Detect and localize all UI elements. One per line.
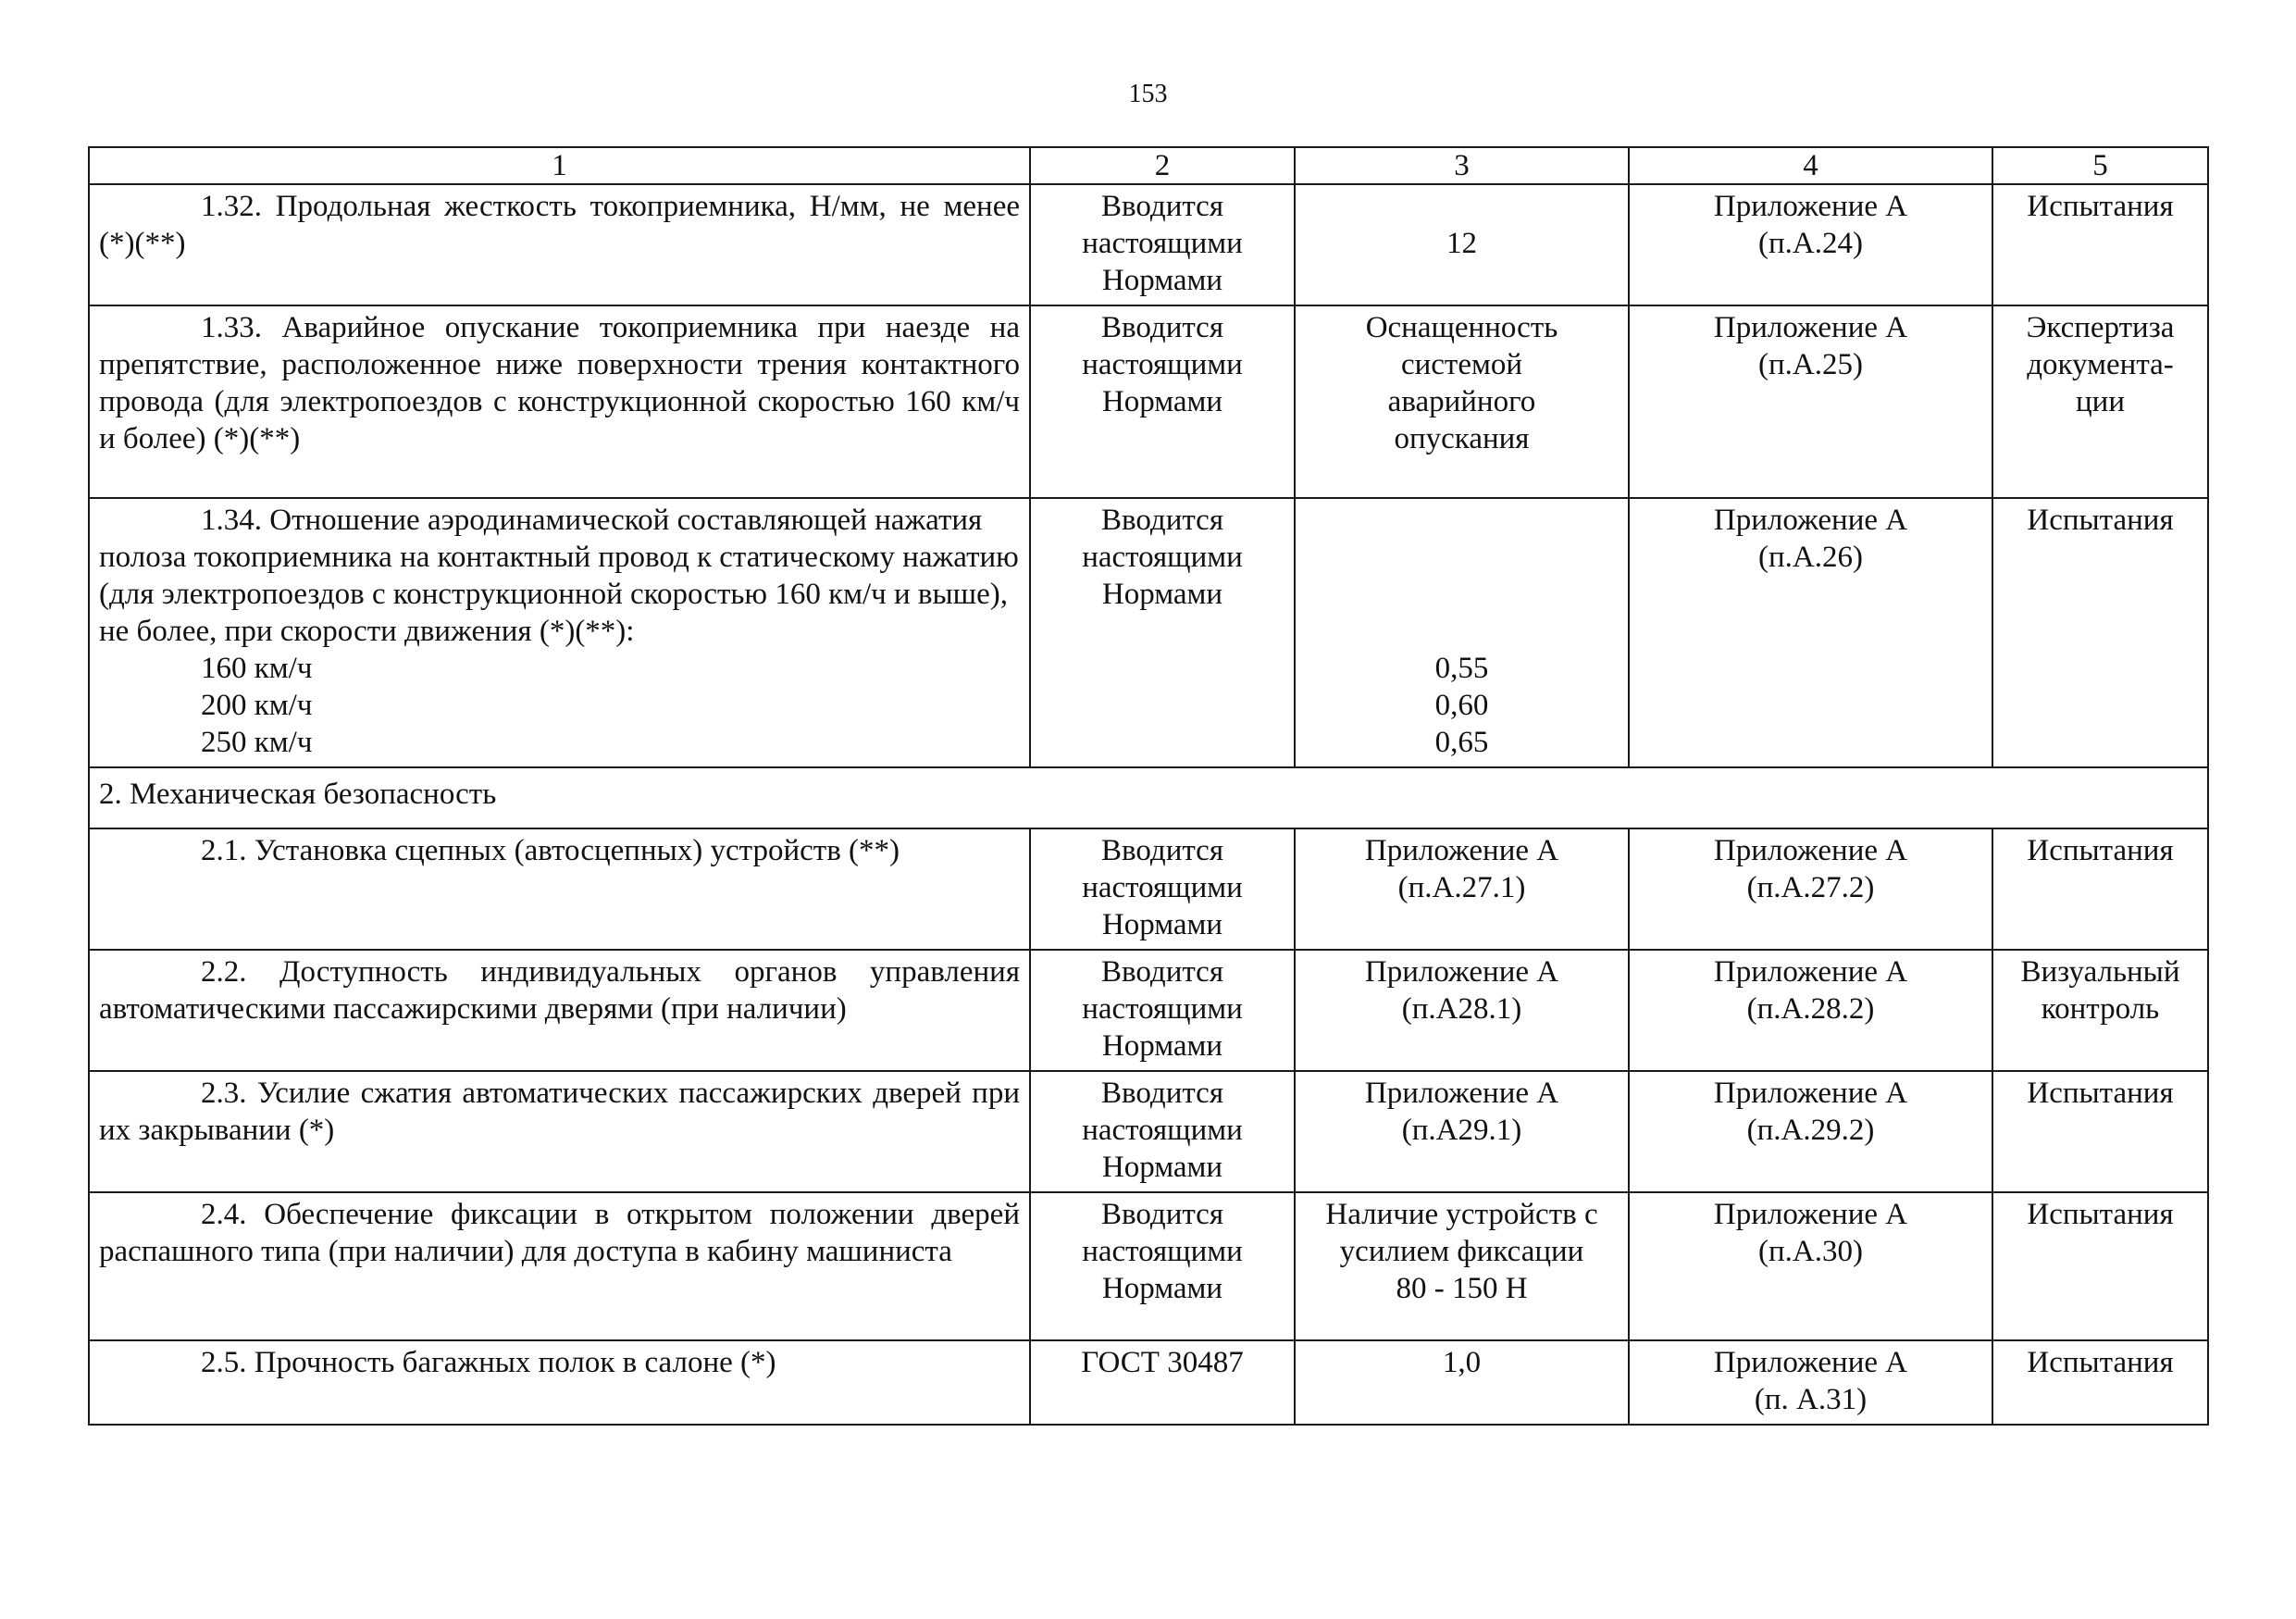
basis-cell xyxy=(1030,950,1295,1071)
value-text: 12 xyxy=(1446,227,1477,260)
value-cell xyxy=(1295,305,1629,498)
basis-cell: ГОСТ 30487 xyxy=(1030,1340,1295,1425)
method-cell xyxy=(1629,184,1992,305)
basis-line: Нормами xyxy=(1101,908,1223,941)
verification-line: Визуальный xyxy=(2020,955,2180,989)
method-line: Приложение А xyxy=(1713,190,1908,223)
table-row xyxy=(89,305,2208,498)
verification-cell: Испытания xyxy=(1992,1340,2208,1425)
value-line: (п.А28.1) xyxy=(1401,992,1522,1026)
requirement-text: 2.1. Установка сцепных (автосцепных) устройств (**) xyxy=(89,828,1030,950)
method-cell xyxy=(1629,950,1992,1071)
basis-line: Вводится xyxy=(1100,190,1224,223)
requirement-text: 1.32. Продольная жесткость токоприемника, Н/мм, не менее (*)(**) xyxy=(89,184,1030,305)
header-col-5: 5 xyxy=(1992,147,2208,184)
value-line: Наличие устройств с xyxy=(1325,1198,1598,1231)
method-line: Приложение А xyxy=(1713,1077,1908,1110)
header-col-1: 1 xyxy=(89,147,1030,184)
value-cell xyxy=(1295,184,1629,305)
speed-label: 160 км/ч xyxy=(201,652,313,685)
speed-label: 250 км/ч xyxy=(201,726,313,759)
value-cell xyxy=(1295,950,1629,1071)
method-cell xyxy=(1629,1071,1992,1192)
requirement-text: 2.3. Усилие сжатия автоматических пассажирских дверей при их закрывании (*) xyxy=(89,1071,1030,1192)
method-line: (п.А.24) xyxy=(1758,227,1863,260)
method-cell xyxy=(1629,498,1992,767)
verification-cell: Испытания xyxy=(1992,1071,2208,1192)
table-row xyxy=(89,1192,2208,1340)
basis-line: настоящими xyxy=(1082,348,1243,381)
method-line: Приложение А xyxy=(1713,955,1908,989)
method-line: (п. А.31) xyxy=(1754,1383,1868,1416)
verification-line: документа- xyxy=(2027,348,2174,381)
ratio-value: 0,65 xyxy=(1434,726,1489,759)
page-number: 153 xyxy=(1128,80,1168,108)
basis-line: Нормами xyxy=(1101,578,1223,611)
value-line: опускания xyxy=(1394,422,1530,455)
table-row xyxy=(89,498,2208,767)
table-row xyxy=(89,184,2208,305)
basis-line: Вводится xyxy=(1100,955,1224,989)
basis-cell xyxy=(1030,1192,1295,1340)
value-line: Оснащенность xyxy=(1365,311,1558,344)
requirements-table xyxy=(88,146,2209,1426)
basis-line: настоящими xyxy=(1082,871,1243,904)
value-cell: 1,0 xyxy=(1295,1340,1629,1425)
requirement-text: 1.33. Аварийное опускание токоприемника при наезде на препятствие, расположенное ниже поверхности трения контактного провода (для электропоездов с конструкционной скоростью 160 км/ч и более) (*)(**) xyxy=(89,305,1030,498)
header-col-4: 4 xyxy=(1629,147,1992,184)
method-line: (п.А.27.2) xyxy=(1746,871,1875,904)
verification-line: контроль xyxy=(2041,992,2160,1026)
method-line: Приложение А xyxy=(1713,1198,1908,1231)
requirement-text: 2.5. Прочность багажных полок в салоне (*) xyxy=(89,1340,1030,1425)
method-line: (п.А.26) xyxy=(1758,541,1863,574)
value-line: Приложение А xyxy=(1364,1077,1559,1110)
value-line: усилием фиксации xyxy=(1339,1235,1584,1268)
section-title: 2. Механическая безопасность xyxy=(89,767,2208,828)
method-cell xyxy=(1629,828,1992,950)
table-row xyxy=(89,1340,2208,1425)
basis-line: Вводится xyxy=(1100,1077,1224,1110)
method-line: (п.А.28.2) xyxy=(1746,992,1875,1026)
method-line: Приложение А xyxy=(1713,1346,1908,1379)
header-col-2: 2 xyxy=(1030,147,1295,184)
method-cell xyxy=(1629,305,1992,498)
method-line: Приложение А xyxy=(1713,311,1908,344)
value-line: (п.А29.1) xyxy=(1401,1114,1522,1147)
basis-line: Вводится xyxy=(1100,504,1224,537)
basis-line: Нормами xyxy=(1101,1272,1223,1305)
basis-cell xyxy=(1030,828,1295,950)
basis-cell xyxy=(1030,184,1295,305)
value-cell xyxy=(1295,1071,1629,1192)
basis-line: настоящими xyxy=(1082,1235,1243,1268)
method-cell xyxy=(1629,1192,1992,1340)
basis-line: Вводится xyxy=(1100,311,1224,344)
value-line: аварийного xyxy=(1387,385,1536,418)
value-line: Приложение А xyxy=(1364,955,1559,989)
basis-line: Нормами xyxy=(1101,264,1223,297)
basis-cell xyxy=(1030,498,1295,767)
verification-cell xyxy=(1992,305,2208,498)
basis-line: Нормами xyxy=(1101,385,1223,418)
speed-label: 200 км/ч xyxy=(201,689,313,722)
basis-line: Нормами xyxy=(1101,1029,1223,1063)
basis-line: Вводится xyxy=(1100,1198,1224,1231)
basis-line: настоящими xyxy=(1082,227,1243,260)
verification-cell xyxy=(1992,950,2208,1071)
verification-cell: Испытания xyxy=(1992,184,2208,305)
value-cell xyxy=(1295,498,1629,767)
requirement-cell xyxy=(89,498,1030,767)
ratio-value: 0,55 xyxy=(1434,652,1489,685)
header-col-3: 3 xyxy=(1295,147,1629,184)
verification-line: ции xyxy=(2076,385,2125,418)
verification-cell: Испытания xyxy=(1992,828,2208,950)
method-cell xyxy=(1629,1340,1992,1425)
requirement-text: 2.4. Обеспечение фиксации в открытом положении дверей распашного типа (при наличии) для доступа в кабину машиниста xyxy=(89,1192,1030,1340)
basis-line: настоящими xyxy=(1082,992,1243,1026)
value-line: (п.А.27.1) xyxy=(1397,871,1526,904)
ratio-value: 0,60 xyxy=(1434,689,1489,722)
method-line: (п.А.29.2) xyxy=(1746,1114,1875,1147)
table-row xyxy=(89,1071,2208,1192)
method-line: (п.А.30) xyxy=(1758,1235,1863,1268)
table-header-row xyxy=(89,147,2208,184)
table-row xyxy=(89,828,2208,950)
verification-line: Экспертиза xyxy=(2026,311,2175,344)
requirement-text: 1.34. Отношение аэродинамической составляющей нажатия полоза токоприемника на контактный провод к статическому нажатию (для электропоездов с конструкционной скоростью 160 км/ч и выше), не более, при скорости движения (*)(**): xyxy=(99,504,1019,648)
basis-line: настоящими xyxy=(1082,541,1243,574)
method-line: Приложение А xyxy=(1713,504,1908,537)
method-line: Приложение А xyxy=(1713,834,1908,867)
basis-cell xyxy=(1030,1071,1295,1192)
basis-line: Вводится xyxy=(1100,834,1224,867)
basis-line: Нормами xyxy=(1101,1151,1223,1184)
basis-cell xyxy=(1030,305,1295,498)
value-line: Приложение А xyxy=(1364,834,1559,867)
requirement-text: 2.2. Доступность индивидуальных органов управления автоматическими пассажирскими дверями (при наличии) xyxy=(89,950,1030,1071)
table-row xyxy=(89,950,2208,1071)
section-row xyxy=(89,767,2208,828)
value-cell xyxy=(1295,828,1629,950)
verification-cell: Испытания xyxy=(1992,498,2208,767)
value-line: системой xyxy=(1400,348,1523,381)
basis-line: настоящими xyxy=(1082,1114,1243,1147)
value-cell xyxy=(1295,1192,1629,1340)
value-line: 80 - 150 Н xyxy=(1396,1272,1528,1305)
method-line: (п.А.25) xyxy=(1758,348,1863,381)
verification-cell: Испытания xyxy=(1992,1192,2208,1340)
